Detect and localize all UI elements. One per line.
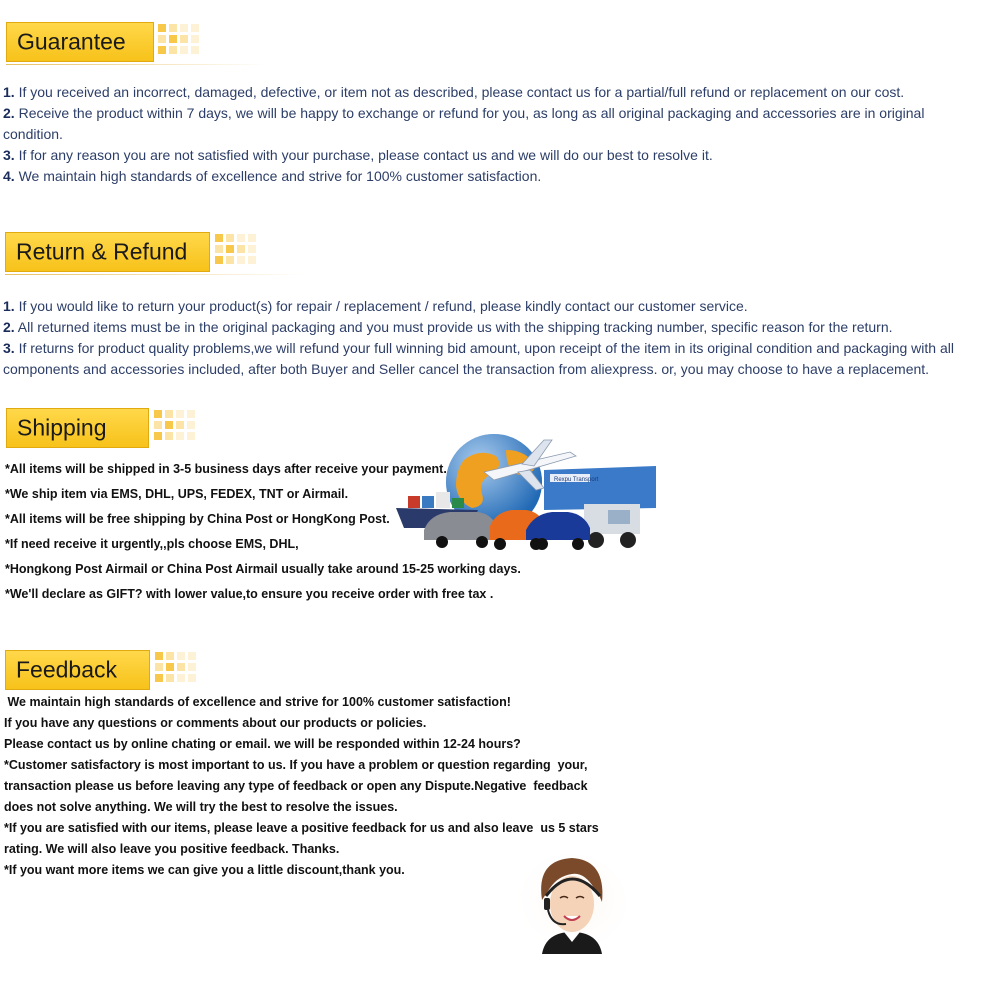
shipping-header xyxy=(6,408,206,448)
decorative-dots-icon xyxy=(154,410,195,440)
return-refund-tab xyxy=(5,232,210,272)
return-item: 2. All returned items must be in the original packaging and you must provide us with the shipping tracking number, specific reason for the return. xyxy=(3,319,893,335)
guarantee-item: 4. We maintain high standards of excellence and strive for 100% customer satisfaction. xyxy=(3,168,542,184)
shipping-line: *We'll declare as GIFT? with lower value,to ensure you receive order with free tax . xyxy=(5,587,494,601)
shipping-line: *Hongkong Post Airmail or China Post Airmail usually take around 15-25 working days. xyxy=(5,562,521,576)
feedback-line: transaction please us before leaving any type of feedback or open any Dispute.Negative feedback xyxy=(4,779,588,793)
feedback-line: *If you are satisfied with our items, please leave a positive feedback for us and also leave us 5 stars xyxy=(4,821,599,835)
guarantee-item: 3. If for any reason you are not satisfied with your purchase, please contact us and we will do our best to resolve it. xyxy=(3,147,713,163)
guarantee-title: Guarantee xyxy=(17,28,126,55)
decorative-dots-icon xyxy=(155,652,196,682)
shipping-line: *All items will be free shipping by China Post or HongKong Post. xyxy=(5,512,390,526)
truck-label: Rexpu Transport xyxy=(554,477,599,483)
guarantee-divider xyxy=(6,64,266,65)
return-refund-list xyxy=(3,296,973,380)
decorative-dots-icon xyxy=(158,24,199,54)
feedback-tab xyxy=(5,650,150,690)
cars-icon xyxy=(424,510,590,550)
return-refund-title: Return & Refund xyxy=(16,238,188,265)
guarantee-list xyxy=(3,82,973,187)
return-item: 3. If returns for product quality problems,we will refund your full winning bid amount, upon receipt of the item in its original condition and packaging with all components and accessories included, after both Buyer and Seller cancel the transaction from aliexpress. or, you may choose to have a replacement. xyxy=(3,340,954,377)
feedback-line: rating. We will also leave you positive feedback. Thanks. xyxy=(4,842,340,856)
feedback-header xyxy=(5,650,205,690)
guarantee-item: 2. Receive the product within 7 days, we will be happy to exchange or refund for you, as long as all original packaging and accessories are in original condition. xyxy=(3,105,925,142)
shipping-title: Shipping xyxy=(17,414,107,441)
guarantee-header xyxy=(6,22,206,62)
guarantee-tab xyxy=(6,22,154,62)
decorative-dots-icon xyxy=(215,234,256,264)
return-item: 1. If you would like to return your product(s) for repair / replacement / refund, please kindly contact our customer service. xyxy=(3,298,748,314)
feedback-line: *Customer satisfactory is most important to us. If you have a problem or question regarding your, xyxy=(4,758,588,772)
shipping-line: *If need receive it urgently,,pls choose EMS, DHL, xyxy=(5,537,299,551)
feedback-line: Please contact us by online chating or email. we will be responded within 12-24 hours? xyxy=(4,737,521,751)
feedback-line: does not solve anything. We will try the best to resolve the issues. xyxy=(4,800,398,814)
shipping-illustration xyxy=(394,430,660,555)
return-refund-header xyxy=(5,232,265,272)
feedback-line: We maintain high standards of excellence and strive for 100% customer satisfaction! xyxy=(4,695,511,709)
feedback-line: If you have any questions or comments about our products or policies. xyxy=(4,716,427,730)
feedback-title: Feedback xyxy=(16,656,118,683)
return-refund-divider xyxy=(5,274,305,275)
shipping-line: *We ship item via EMS, DHL, UPS, FEDEX, TNT or Airmail. xyxy=(5,487,349,501)
guarantee-item: 1. If you received an incorrect, damaged, defective, or item not as described, please contact us for a partial/full refund or replacement on our cost. xyxy=(3,84,905,100)
shipping-tab xyxy=(6,408,149,448)
feedback-line: *If you want more items we can give you a little discount,thank you. xyxy=(4,863,405,877)
shipping-line: *All items will be shipped in 3-5 business days after receive your payment. xyxy=(5,462,447,476)
customer-service-icon xyxy=(508,852,628,954)
